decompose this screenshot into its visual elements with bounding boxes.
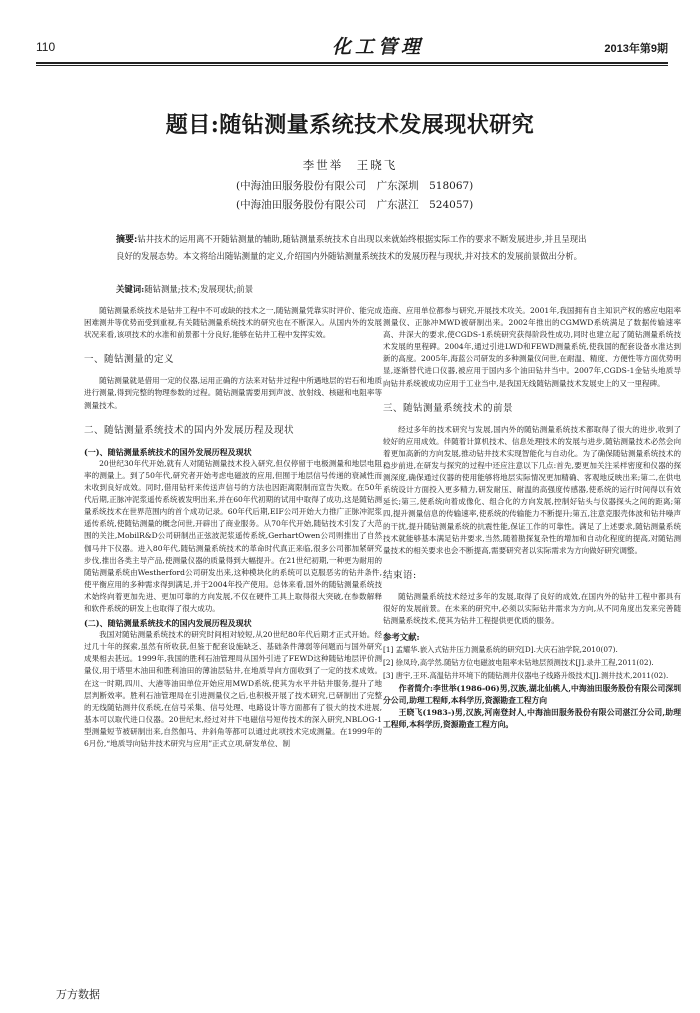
header-divider [36,62,668,64]
conclusion-heading: 结束语: [383,569,417,581]
section-3-heading: 三、随钻测量系统技术的前景 [383,402,514,414]
affiliation-2: (中海油田服务股份有限公司 广东湛江 524057) [236,199,474,211]
subsection-2-paragraph: 我国对随钻测量系统技术的研究时间相对较短,从20世纪80年代后期才正式开始。经过几十年的探索,虽然有所收获,但鉴于配套设施缺乏、基础条件薄弱等问题而与国外研究成果相去甚远。1999年,我国的胜利石油管理局从国外引进了FEWD这种随钻地层评价测量仪,用于塔里木油田和胜利油田的薄油层钻井,在地质导向方面收到了一定的技术成效。在这一时期,四川、大港等油田单位开始应用MWD系统,使其为水平井钻井服务,提升了地层判断效率。胜利石油管理局在引进测量仪之后,也积极开展了技术研究,已研制出了完整的无线随钻测井仪系统,在信号采集、信号处理、电路设计等方面都有了很大的技术进展,基本可以取代进口仪器。20世纪末,经过对井下电磁信号短传技术的深入研究,NBLOG-1型测量短节被研制出来,自然伽马、井斜角等都可以通过此项技术完成测量。在1999年的6月份,“地质导向钻井技术研究与应用”正式立项,研发单位、制 [84,630,382,748]
abstract-label: 摘要: [116,235,138,245]
reference-item: [3] 唐宇,王环.高温钻井环境下的随钻测井仪器电子线路升级技术[J].测井技术,2011(02). [383,671,669,681]
subsection-2-heading: (二)、随钻测量系统技术的国内发展历程及现状 [84,618,252,629]
keywords [116,283,590,295]
intro-paragraph: 随钻测量系统技术是钻井工程中不可或缺的技术之一,随钻测量凭靠实时评价、能完成困难测井等优势而受到重视,有关随钻测量系统技术的研究也在不断深入。从国内外的发展状况来看,该项技术的水准和前景都十分良好,能够在钻井工程中发挥实效。 [84,306,382,340]
references-heading: 参考文献: [383,632,420,643]
section-1-paragraph: 随钻测量就是借用一定的仪器,运用正确的方法来对钻井过程中所遇地层的岩石和地质进行测量,得到完整的物理参数的过程。随钻测量需要用到声波、放射线、核磁和电阻率等测量技术。 [84,376,382,410]
section-3-paragraph: 经过多年的技术研究与发展,国内外的随钻测量系统技术都取得了很大的进步,收到了较好的应用成效。伴随着计算机技术、信息处理技术的发展与进步,随钻测量技术必然会向着更加高新的方向发展,推动钻井技术实现智能化与自动化。为了确保随钻测量系统技术的稳步前进,在研发与探究的过程中还应注意以下几点:首先,要更加关注采样密度和仪器的探测深度,确保通过仪器的使用能够将地层实际情况更加精确、客观地反映出来;第二,在供电系统设计方面投入更多精力,研发耐压、耐温的高强度传感器,使系统的运行时间得以有效延长;第三,使系统向着成像化、组合化的方向发展,控制好钻头与仪器探头之间的距离;第四,提升测量信息的传输速率,使系统的传输能力不断提升;第五,注意克服壳体波和钻井噪声的干扰,提升随钻测量系统的抗震性能,保证工作的可靠性。满足了上述要求,随钻测量系统技术就能够基本满足钻井要求,当然,随着勘探复杂性的增加和自动化程度的提高,对随钻测量技术的相关要求也会不断提高,需要研究者以实际需求为方向做好研究调整。 [383,424,681,555]
issue-label: 2013年第9期 [604,43,668,55]
reference-item: [2] 徐凤玲,高学然.随钻方位电磁波电阻率未钻地层预测技术[J].录井工程,2011(02). [383,658,654,668]
abstract-text: 钻井技术的运用离不开随钻测量的辅助,随钻测量系统技术自出现以来就始终根据实际工作的要求不断发展进步,并且呈现出良好的发展态势。本文将给出随钻测量的定义,介绍国内外随钻测量系统技术的发展历程与现状,并对技术的发展前景做出分析。 [116,234,587,261]
subsection-1-heading: (一)、随钻测量系统技术的国外发展历程及现状 [84,446,252,457]
keywords-label: 关键词: [116,284,145,294]
section-1-heading: 一、随钻测量的定义 [84,354,175,366]
abstract [116,232,590,264]
subsection-1-paragraph: 20世纪30年代开始,就有人对随钻测量技术投入研究,但仅停留于电极测量和地层电阻率的测量上。到了50年代,研究者开始考虑电磁波的应用,但囿于地层信号传递的衰减性而未收到良好成效。同时,借用钻杆来传送声信号的方法也因距离限制而宣告失败。在50年代后期,正脉冲泥浆遥传系统被发明出来,并在60年代初期的试用中取得了成功,这是随钻测量系统技术在世界范围内的首个成功记录。60年代后期,EIF公司开始大力推广正脉冲泥浆遥传系统,使随钻测量的概念问世,开辟出了商业服务。从70年代开始,随钻技术引发了大范围的关注,MobilR&D公司研制出正弦波泥浆遥传系统,GerhartOwen公司则推出了自然伽马井下仪器。进入80年代,随钻测量系统技术的革命时代真正来临,很多公司都加紧研究步伐,推出各类主导产品,使测量仪器的质量得到大幅提升。在21世纪初期,一种更为耐用的随钻测量系统由Westherford公司研发出来,这种模块化的系统可以克服恶劣的钻井条件,使平衡应用的多种需求得到满足,并于2004年投产使用。总体来看,国外的随钻测量系统技术始终向着更加先进、更加可靠的方向发展,不仅在硬件工具上取得很大突破,在参数解释和软件系统的研发上也取得了很大成功。 [84,458,382,613]
author-bio-2: 王晓飞(1983-)男,汉族,河南登封人,中海油田服务股份有限公司湛江分公司,助理工程师,本科学历,资源勘查工程方向。 [383,708,681,730]
author-bio-1: 作者简介:李世举(1986-06)男,汉族,湖北仙桃人,中海油田服务股份有限公司深圳分公司,助理工程师,本科学历,资源勘查工程方向 [383,684,681,706]
affiliation-1: (中海油田服务股份有限公司 广东深圳 518067) [236,180,474,192]
page-header [36,38,668,62]
page-number: 110 [36,40,56,54]
right-column [383,305,681,731]
footer-source: 万方数据 [56,989,100,1001]
keywords-text: 随钻测量;技术;发展现状;前景 [144,284,254,294]
article-title: 题目:随钻测量系统技术发展现状研究 [165,112,535,138]
authors: 李世举 王晓飞 [302,158,398,172]
journal-name: 化工管理 [332,36,425,58]
section-2-heading: 二、随钻测量系统技术的国内外发展历程及现状 [84,424,295,436]
header-divider-thin [36,65,668,66]
left-column [84,305,382,750]
conclusion-paragraph: 随钻测量系统技术经过多年的发展,取得了良好的成效,在国内外的钻井工程中都具有很好的发展前景。在未来的研究中,必须以实际钻井需求为方向,从不同角度出发来完善随钻测量系统技术,使其为钻井工程提供更优质的服务。 [383,591,681,626]
continued-paragraph: 造商、应用单位都参与研究,开展技术攻关。2001年,我国拥有自主知识产权的感应电阻率测量仪、正脉冲MWD被研制出来。2002年推出的CGMWD系统满足了数据传输速率高、井深大的要求,使CGDS-1系统研究获得阶段性成功,同时也建立起了随钻测量系统技术发展的里程碑。2004年,通过引进LWD和FEWD测量系统,使我国的配套设备水准达到新的高度。2005年,海蓝公司研发的多种测量仪问世,在耐温、精度、方便性等方面优势明显,逐渐替代进口仪器,被应用于国内多个油田钻井当中。2007年,CGDS-1金钻头地质导向钻井系统被成功应用于工业当中,是我国无线随钻测量技术发展史上的又一里程碑。 [383,306,681,388]
reference-item: [1] 孟耀华.嵌入式钻井压力测量系统的研究[D].大庆石油学院,2010(07). [383,645,618,655]
